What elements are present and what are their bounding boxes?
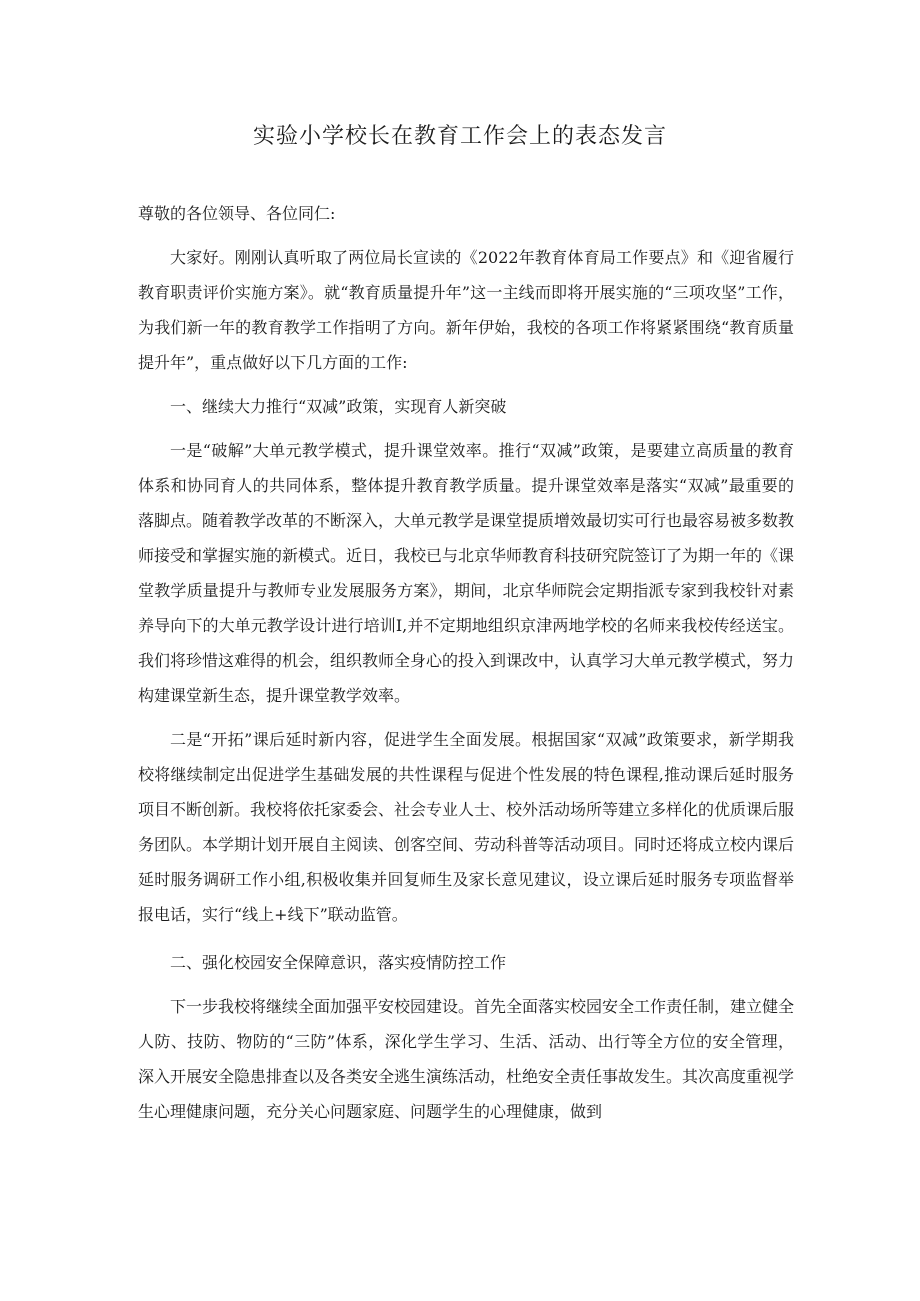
section-heading-2: 二、强化校园安全保障意识，落实疫情防控工作 xyxy=(170,953,507,972)
paragraph-double-reduction-2: 二是“开拓”课后延时新内容，促进学生全面发展。根据国家“双减”政策要求，新学期我校将继续制定出促进学生基础发展的共性课程与促进个性发展的特色课程,推动课后延时服务项目不断创新。我校将依托家委会、社会专业人士、校外活动场所等建立多样化的优质课后服务团队。本学期计划开展自主阅读、创客空间、劳动科普等活动项目。同时还将成立校内课后延时服务调研工作小组,积极收集并回复师生及家长意见建议，设立课后延时服务专项监督举报电话，实行“线上+线下”联动监管。 xyxy=(138,730,795,924)
document-body xyxy=(138,196,794,1129)
paragraph-safety: 下一步我校将继续全面加强平安校园建设。首先全面落实校园安全工作责任制，建立健全人防、技防、物防的“三防”体系，深化学生学习、生活、活动、出行等全方位的安全管理，深入开展安全隐患排查以及各类安全逃生演练活动，杜绝安全责任事故发生。其次高度重视学生心理健康问题，充分关心问题家庭、问题学生的心理健康，做到 xyxy=(138,997,795,1121)
paragraph-intro: 大家好。刚刚认真听取了两位局长宣读的《2022年教育体育局工作要点》和《迎省履行教育职责评价实施方案》。就“教育质量提升年”这一主线而即将开展实施的“三项攻坚”工作，为我们新一年的教育教学工作指明了方向。新年伊始，我校的各项工作将紧紧围绕“教育质量提升年”，重点做好以下几方面的工作: xyxy=(138,248,794,372)
section-heading-1: 一、继续大力推行“双减”政策，实现育人新突破 xyxy=(170,397,507,416)
document-title: 实验小学校长在教育工作会上的表态发言 xyxy=(252,124,667,149)
paragraph-double-reduction-1: 一是“破解”大单元教学模式，提升课堂效率。推行“双减”政策，是要建立高质量的教育体系和协同育人的共同体系，整体提升教育教学质量。提升课堂效率是落实“双减”最重要的落脚点。随着教学改革的不断深入，大单元教学是课堂提质增效最切实可行也最容易被多数教师接受和掌握实施的新模式。近日，我校已与北京华师教育科技研究院签订了为期一年的《课堂教学质量提升与教师专业发展服务方案》，期间，北京华师院会定期指派专家到我校针对素养导向下的大单元教学设计进行培训I,并不定期地组织京津两地学校的名师来我校传经送宝。我们将珍惜这难得的机会，组织教师全身心的投入到课改中，认真学习大单元教学模式，努力构建课堂新生态，提升课堂教学效率。 xyxy=(138,441,795,705)
salutation: 尊敬的各位领导、各位同仁: xyxy=(138,204,336,223)
